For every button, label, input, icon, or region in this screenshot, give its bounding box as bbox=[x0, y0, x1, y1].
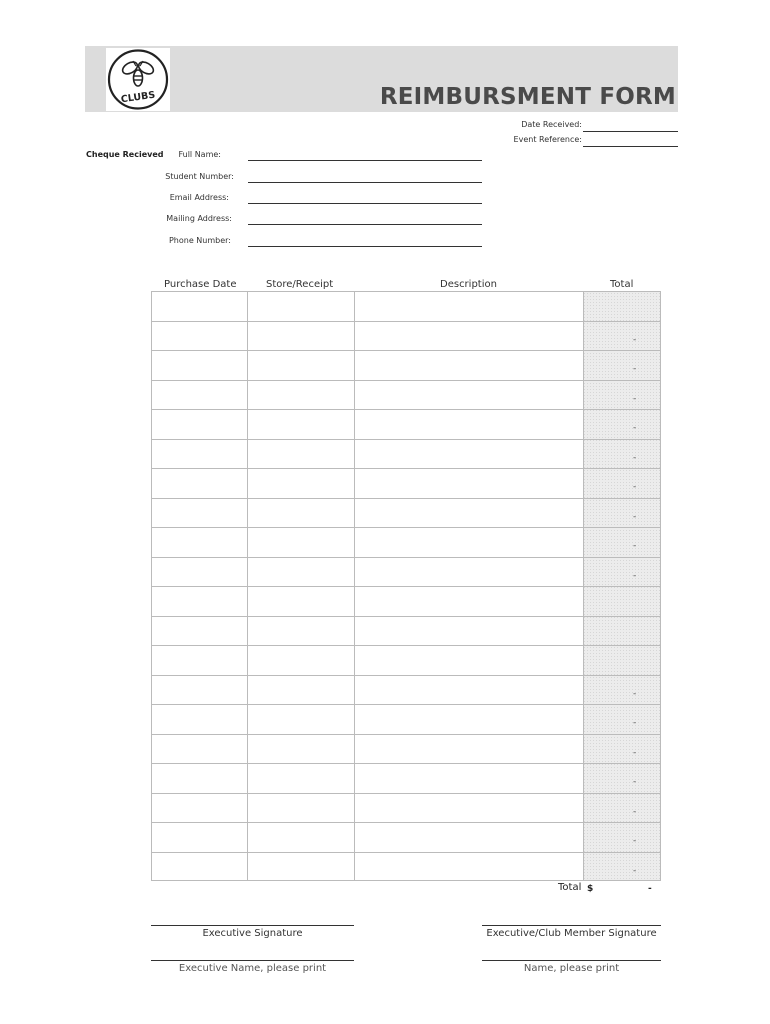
full-name-field[interactable] bbox=[248, 160, 482, 161]
member-signature-label: Executive/Club Member Signature bbox=[486, 928, 657, 939]
executive-signature-line[interactable] bbox=[151, 925, 354, 926]
row-divider bbox=[151, 498, 661, 499]
row-divider bbox=[151, 409, 661, 410]
phone-number-label: Phone Number: bbox=[168, 236, 231, 245]
member-name-label: Name, please print bbox=[523, 963, 620, 974]
cheque-received-label: Cheque Recieved bbox=[86, 150, 164, 159]
row-total-cell[interactable]: - bbox=[633, 452, 637, 463]
phone-number-field[interactable] bbox=[248, 246, 482, 247]
student-number-field[interactable] bbox=[248, 182, 482, 183]
row-total-cell[interactable]: - bbox=[633, 393, 637, 404]
header-purchase-date: Purchase Date bbox=[164, 279, 237, 290]
row-divider bbox=[151, 763, 661, 764]
event-reference-field[interactable] bbox=[583, 146, 678, 147]
page-title: REIMBURSMENT FORM bbox=[379, 84, 676, 110]
member-name-line[interactable] bbox=[482, 960, 661, 961]
date-received-label: Date Received: bbox=[521, 120, 582, 129]
header-description: Description bbox=[440, 279, 497, 290]
row-divider bbox=[151, 468, 661, 469]
row-total-cell[interactable]: - bbox=[633, 806, 637, 817]
clubs-logo bbox=[106, 48, 170, 111]
logo-text: CLUBS bbox=[120, 89, 156, 106]
event-reference-label: Event Reference: bbox=[513, 135, 582, 144]
row-total-cell[interactable]: - bbox=[633, 364, 637, 374]
row-total-cell[interactable]: - bbox=[633, 688, 637, 699]
email-address-field[interactable] bbox=[248, 203, 482, 204]
mailing-address-field[interactable] bbox=[248, 224, 482, 225]
row-total-cell[interactable]: - bbox=[633, 836, 637, 846]
row-divider bbox=[151, 734, 661, 735]
row-total-cell[interactable]: - bbox=[633, 482, 637, 492]
row-divider bbox=[151, 557, 661, 558]
row-divider bbox=[151, 822, 661, 823]
row-total-cell[interactable]: - bbox=[633, 334, 637, 345]
row-divider bbox=[151, 704, 661, 705]
row-divider bbox=[151, 586, 661, 587]
row-total-cell[interactable]: - bbox=[633, 511, 637, 522]
grand-total-value: - bbox=[648, 884, 652, 894]
full-name-label: Full Name: bbox=[178, 150, 221, 159]
row-total-cell[interactable]: - bbox=[633, 570, 637, 581]
row-total-cell[interactable]: - bbox=[633, 865, 637, 876]
row-divider bbox=[151, 380, 661, 381]
header-total: Total bbox=[610, 279, 634, 290]
header-store-receipt: Store/Receipt bbox=[266, 279, 334, 290]
row-divider bbox=[151, 321, 661, 322]
bee-logo-icon bbox=[106, 48, 170, 111]
student-number-label: Student Number: bbox=[165, 172, 234, 181]
row-divider bbox=[151, 350, 661, 351]
executive-name-label: Executive Name, please print bbox=[178, 963, 327, 974]
executive-signature-label: Executive Signature bbox=[202, 928, 303, 939]
row-total-cell[interactable]: - bbox=[633, 718, 637, 728]
row-divider bbox=[151, 527, 661, 528]
row-divider bbox=[151, 439, 661, 440]
executive-name-line[interactable] bbox=[151, 960, 354, 961]
row-total-cell[interactable]: - bbox=[633, 777, 637, 787]
grand-total-label: Total bbox=[558, 882, 582, 893]
date-received-field[interactable] bbox=[583, 131, 678, 132]
email-address-label: Email Address: bbox=[169, 193, 229, 202]
row-total-cell[interactable]: - bbox=[633, 423, 637, 433]
row-total-cell[interactable]: - bbox=[633, 747, 637, 758]
row-divider bbox=[151, 793, 661, 794]
row-total-cell[interactable]: - bbox=[633, 541, 637, 551]
row-divider bbox=[151, 675, 661, 676]
member-signature-line[interactable] bbox=[482, 925, 661, 926]
grand-total-currency: $ bbox=[587, 884, 594, 894]
mailing-address-label: Mailing Address: bbox=[166, 214, 232, 223]
row-divider bbox=[151, 645, 661, 646]
row-divider bbox=[151, 616, 661, 617]
row-divider bbox=[151, 852, 661, 853]
